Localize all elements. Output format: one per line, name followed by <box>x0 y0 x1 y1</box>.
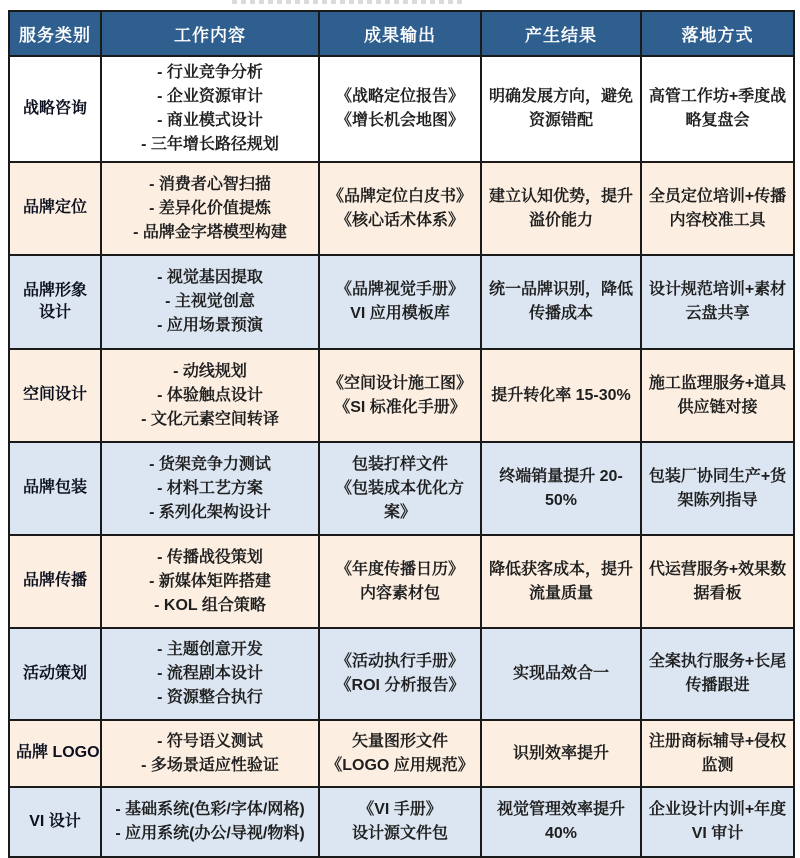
table-row <box>9 255 794 349</box>
table-row <box>9 720 794 787</box>
work-item: - 行业竞争分析 <box>157 64 263 81</box>
work-item: - 基础系统(色彩/字体/网格) <box>115 801 305 818</box>
work-content-cell <box>101 787 319 857</box>
work-content-cell <box>101 535 319 628</box>
work-item: - 商业模式设计 <box>157 112 263 129</box>
category-cell <box>9 56 101 162</box>
work-item: - 品牌金字塔模型构建 <box>133 223 287 241</box>
category-label: VI 设计 <box>29 812 81 830</box>
work-item: - 资源整合执行 <box>157 689 263 706</box>
category-cell <box>9 255 101 349</box>
header-row <box>9 11 794 56</box>
category-label: 品牌包装 <box>22 479 87 497</box>
table-row <box>9 628 794 720</box>
work-item: - 传播战役策划 <box>157 548 263 566</box>
result-cell: 实现品效合一 <box>481 628 641 720</box>
category-cell <box>9 442 101 535</box>
work-item: - 应用系统(办公/导视/物料) <box>115 825 305 842</box>
result-cell: 明确发展方向，避免资源错配 <box>481 56 641 162</box>
work-content-cell <box>101 442 319 535</box>
output-cell <box>319 255 481 349</box>
work-content-cell <box>101 255 319 349</box>
table-body <box>9 56 794 857</box>
header-service-category: 服务类别 <box>9 11 101 56</box>
table-header <box>9 11 794 56</box>
output-cell <box>319 628 481 720</box>
work-item: - 符号语义测试 <box>157 732 263 750</box>
category-cell <box>9 628 101 720</box>
output-line: 《品牌视觉手册》 <box>335 281 464 298</box>
work-content-cell <box>101 720 319 787</box>
implementation-cell: 施工监理服务+道具供应链对接 <box>641 349 794 442</box>
category-label: 空间设计 <box>22 386 87 404</box>
work-item: - 货架竞争力测试 <box>149 455 271 473</box>
header-implementation: 落地方式 <box>641 11 794 56</box>
table-row <box>9 442 794 535</box>
work-content-cell <box>101 162 319 255</box>
work-item: - 动线规划 <box>173 362 247 380</box>
work-item: - 多场景适应性验证 <box>141 756 279 774</box>
result-cell: 统一品牌识别，降低传播成本 <box>481 255 641 349</box>
service-matrix-table <box>8 10 795 858</box>
work-item: - 应用场景预演 <box>157 317 263 334</box>
implementation-cell: 包装厂协同生产+货架陈列指导 <box>641 442 794 535</box>
output-line: 设计源文件包 <box>351 825 448 842</box>
output-line: 《活动执行手册》 <box>335 653 464 670</box>
category-label: 品牌 LOGO <box>16 744 100 762</box>
table-row <box>9 56 794 162</box>
output-cell <box>319 162 481 255</box>
work-item: - 文化元素空间转译 <box>141 410 279 428</box>
work-item: - 主题创意开发 <box>157 641 263 658</box>
implementation-cell: 全案执行服务+长尾传播跟进 <box>641 628 794 720</box>
output-cell <box>319 349 481 442</box>
work-item: - 系列化架构设计 <box>149 503 271 521</box>
output-cell <box>319 787 481 857</box>
work-item: - 新媒体矩阵搭建 <box>149 572 271 590</box>
work-content-cell <box>101 349 319 442</box>
result-cell: 视觉管理效率提升 40% <box>481 787 641 857</box>
output-line: 《品牌定位白皮书》 <box>327 187 472 205</box>
work-content-cell <box>101 628 319 720</box>
category-label: 品牌传播 <box>22 572 87 590</box>
result-cell: 提升转化率 15-30% <box>481 349 641 442</box>
output-line: 包装打样文件 <box>351 455 448 473</box>
output-line: 《年度传播日历》 <box>335 560 464 578</box>
work-item: - KOL 组合策略 <box>154 596 266 614</box>
category-label: 设计 <box>38 304 71 321</box>
table-row <box>9 787 794 857</box>
result-cell: 降低获客成本，提升流量质量 <box>481 535 641 628</box>
work-item: - 体验触点设计 <box>157 386 263 404</box>
result-cell: 识别效率提升 <box>481 720 641 787</box>
output-line: 《包装成本优化方案》 <box>335 479 464 521</box>
category-cell <box>9 720 101 787</box>
output-line: 《空间设计施工图》 <box>327 374 472 392</box>
table-row <box>9 535 794 628</box>
result-cell: 终端销量提升 20-50% <box>481 442 641 535</box>
header-work-content: 工作内容 <box>101 11 319 56</box>
category-label: 战略咨询 <box>22 99 87 117</box>
output-line: 《ROI 分析报告》 <box>335 677 465 694</box>
work-item: - 流程剧本设计 <box>157 665 263 682</box>
output-line: 矢量图形文件 <box>351 732 448 750</box>
cropped-text-artifact <box>232 0 464 4</box>
implementation-cell: 设计规范培训+素材云盘共享 <box>641 255 794 349</box>
table-row <box>9 349 794 442</box>
work-item: - 材料工艺方案 <box>157 479 263 497</box>
work-item: - 视觉基因提取 <box>157 269 263 286</box>
work-item: - 消费者心智扫描 <box>149 175 271 193</box>
work-content-cell <box>101 56 319 162</box>
category-label: 品牌形象 <box>22 281 87 299</box>
implementation-cell: 全员定位培训+传播内容校准工具 <box>641 162 794 255</box>
output-line: 《SI 标准化手册》 <box>334 398 466 416</box>
work-item: - 三年增长路径规划 <box>141 136 279 153</box>
work-item: - 企业资源审计 <box>157 88 263 105</box>
output-line: 内容素材包 <box>359 584 440 602</box>
header-result: 产生结果 <box>481 11 641 56</box>
output-cell <box>319 442 481 535</box>
table-row <box>9 162 794 255</box>
category-cell <box>9 535 101 628</box>
category-label: 活动策划 <box>22 664 87 682</box>
output-line: 《VI 手册》 <box>358 801 442 818</box>
implementation-cell: 高管工作坊+季度战略复盘会 <box>641 56 794 162</box>
implementation-cell: 企业设计内训+年度 VI 审计 <box>641 787 794 857</box>
output-line: 《LOGO 应用规范》 <box>326 756 474 774</box>
output-line: VI 应用模板库 <box>350 305 450 322</box>
implementation-cell: 注册商标辅导+侵权监测 <box>641 720 794 787</box>
output-cell <box>319 720 481 787</box>
category-cell <box>9 787 101 857</box>
header-output: 成果输出 <box>319 11 481 56</box>
output-line: 《增长机会地图》 <box>335 112 464 129</box>
output-cell <box>319 56 481 162</box>
work-item: - 差异化价值提炼 <box>149 199 271 217</box>
category-label: 品牌定位 <box>22 199 87 217</box>
implementation-cell: 代运营服务+效果数据看板 <box>641 535 794 628</box>
work-item: - 主视觉创意 <box>165 293 255 310</box>
output-cell <box>319 535 481 628</box>
output-line: 《战略定位报告》 <box>335 88 464 105</box>
category-cell <box>9 162 101 255</box>
output-line: 《核心话术体系》 <box>335 211 464 229</box>
result-cell: 建立认知优势，提升溢价能力 <box>481 162 641 255</box>
category-cell <box>9 349 101 442</box>
